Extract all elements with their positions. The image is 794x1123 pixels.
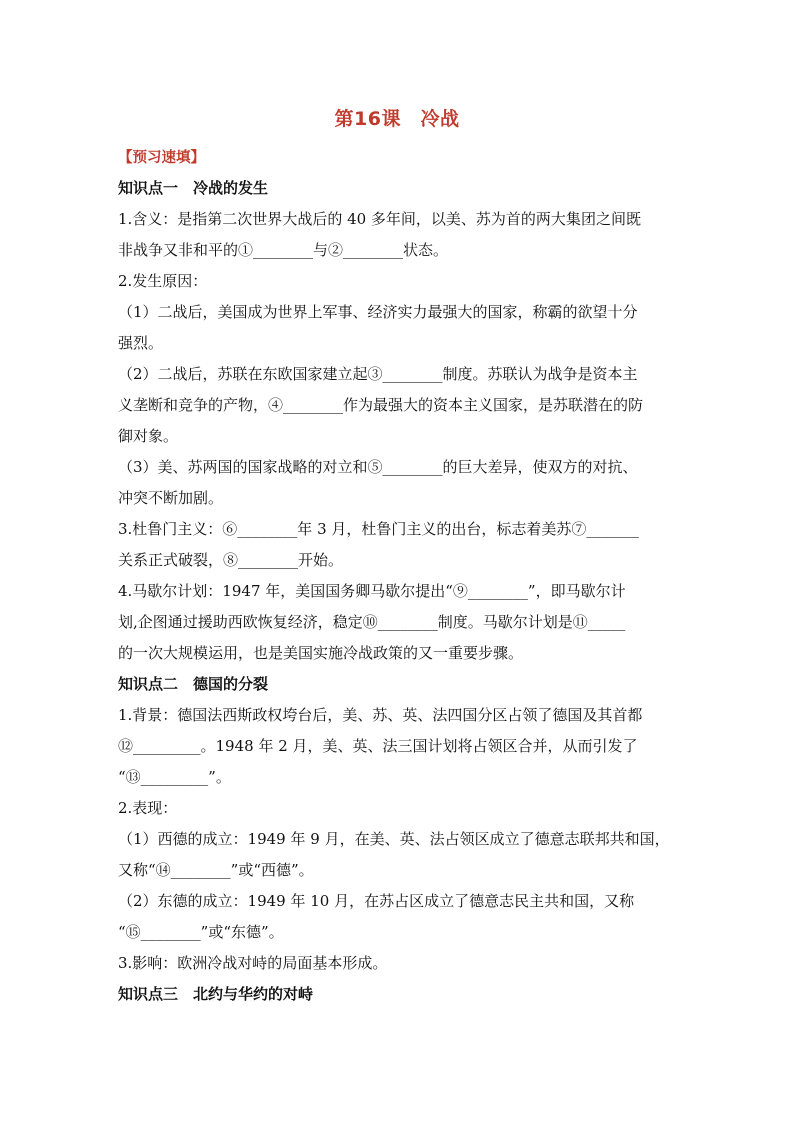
- paragraph-line: （2）二战后，苏联在东欧国家建立起③________制度。苏联认为战争是资本主: [118, 365, 638, 383]
- paragraph-line: 4.马歇尔计划：1947 年，美国国务卿马歇尔提出“⑨________”，即马歇尔计: [118, 582, 626, 600]
- paragraph-line: 关系正式破裂，⑧________开始。: [118, 551, 344, 569]
- knowledge-point-1-heading: 知识点一 冷战的发生: [118, 179, 269, 197]
- paragraph-line: 非战争又非和平的①________与②________状态。: [118, 241, 449, 259]
- knowledge-point-3-heading: 知识点三 北约与华约的对峙: [118, 985, 314, 1003]
- paragraph-line: 3.杜鲁门主义：⑥________年 3 月，杜鲁门主义的出台，标志着美苏⑦_______: [118, 520, 639, 538]
- paragraph-line: （1）二战后，美国成为世界上军事、经济实力最强大的国家，称霸的欲望十分: [118, 303, 638, 321]
- paragraph-line: （2）东德的成立：1949 年 10 月，在苏占区成立了德意志民主共和国，又称: [118, 892, 635, 910]
- paragraph-line: 1.背景：德国法西斯政权垮台后，美、苏、英、法四国分区占领了德国及其首都: [118, 706, 643, 724]
- paragraph-line: （1）西德的成立：1949 年 9 月，在美、英、法占领区成立了德意志联邦共和国，: [118, 830, 670, 848]
- paragraph-line: 划,企图通过援助西欧恢复经济，稳定⑩________制度。马歇尔计划是⑪_____: [118, 613, 626, 631]
- paragraph-line: 御对象。: [118, 427, 179, 445]
- paragraph-line: 的一次大规模运用，也是美国实施冷战政策的又一重要步骤。: [118, 644, 524, 662]
- knowledge-point-2-heading: 知识点二 德国的分裂: [118, 675, 269, 693]
- paragraph-line: （3）美、苏两国的国家战略的对立和⑤________的巨大差异，使双方的对抗、: [118, 458, 638, 476]
- paragraph-line: 强烈。: [118, 334, 164, 352]
- paragraph-line: ⑫_________。1948 年 2 月，美、英、法三国计划将占领区合并，从而引发了: [118, 737, 638, 755]
- paragraph-line: 2.发生原因：: [118, 272, 208, 290]
- paragraph-line: 2.表现：: [118, 799, 178, 817]
- paragraph-line: 1.含义：是指第二次世界大战后的 40 多年间，以美、苏为首的两大集团之间既: [118, 210, 641, 228]
- paragraph-line: 又称“⑭________”或“西德”。: [118, 861, 314, 879]
- paragraph-line: 义垄断和竞争的产物，④________作为最强大的资本主义国家，是苏联潜在的防: [118, 396, 644, 414]
- section-tag: 【预习速填】: [118, 149, 205, 166]
- paragraph-line: “⑬_________”。: [118, 768, 231, 786]
- paragraph-line: 冲突不断加剧。: [118, 489, 224, 507]
- paragraph-line: 3.影响：欧洲冷战对峙的局面基本形成。: [118, 954, 388, 972]
- paragraph-line: “⑮________”或“东德”。: [118, 923, 284, 941]
- document-body: [118, 142, 678, 1010]
- lesson-title: 第16课 冷战: [334, 108, 460, 130]
